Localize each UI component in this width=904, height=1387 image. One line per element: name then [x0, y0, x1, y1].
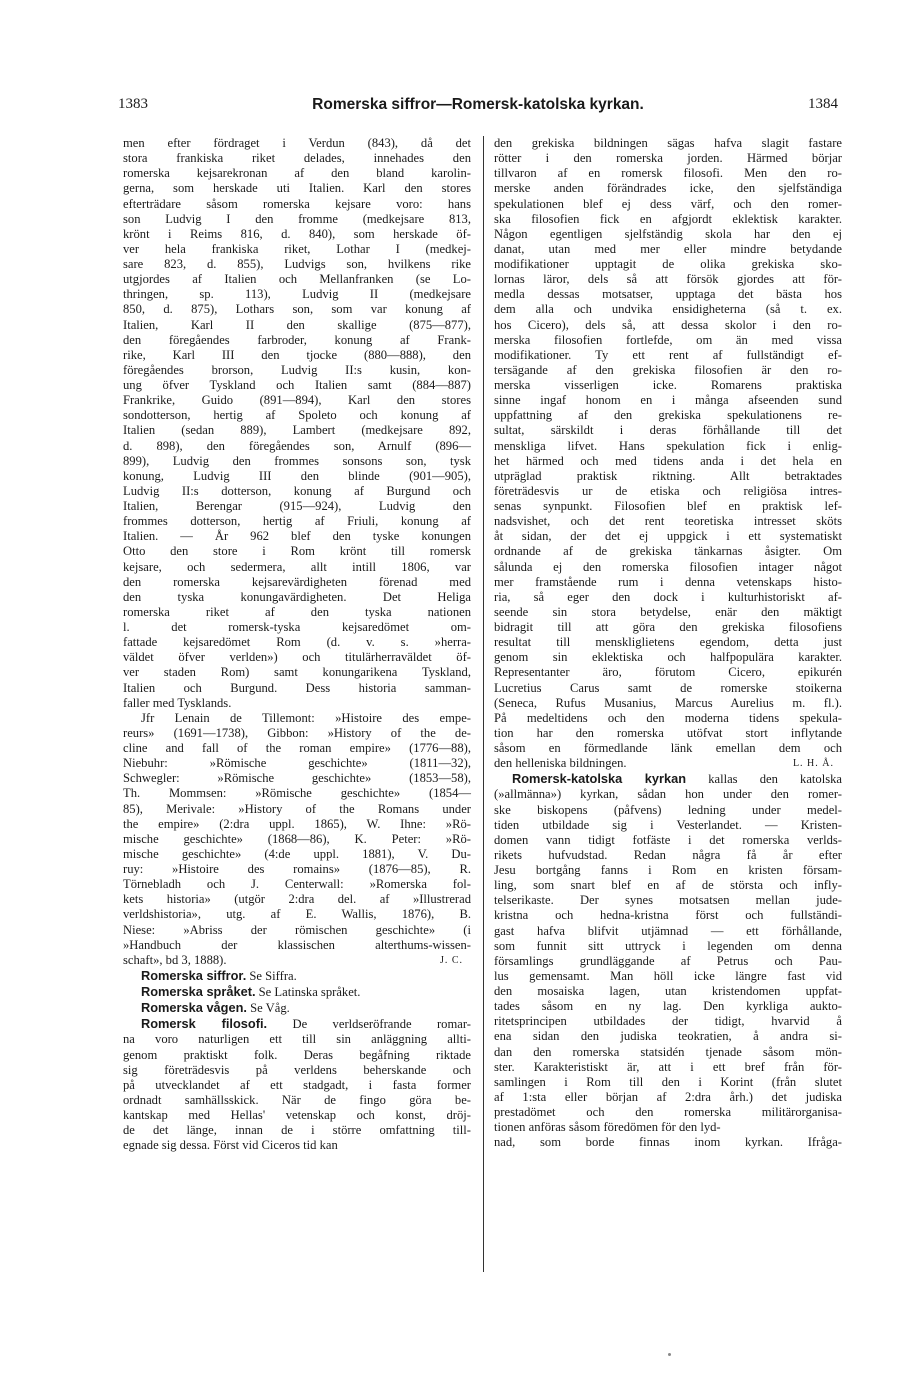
text-line — [494, 771, 842, 787]
line-text: samlingen i Rom till den i Korint (från slutet — [494, 1074, 842, 1089]
text-line — [494, 423, 842, 438]
line-text: ritetsprincipen utbildades der tidigt, hvarvid å — [494, 1014, 842, 1029]
line-text: thringen, sp. 113), Ludvig II (medkejsare — [123, 287, 471, 302]
text-line — [494, 393, 842, 408]
text-line — [123, 242, 471, 257]
line-text: mer framstående rum i denna vetenskaps histo- — [494, 574, 842, 589]
text-line — [123, 817, 471, 832]
text-line — [494, 302, 842, 317]
text-line — [123, 907, 471, 922]
text-line — [123, 212, 471, 227]
line-text: På medeltidens och den moderna tidens spekula- — [494, 710, 842, 725]
line-text: väldet öfver verlden») och titulärherraväldet öf- — [123, 650, 471, 665]
line-text: modifikationer. Ty ett rent af fullständigt ef- — [494, 347, 842, 362]
page-header — [118, 96, 838, 118]
line-text: gast hafva blifvit utjämnad — ett förhållande, — [494, 923, 842, 938]
line-text: merska filosofien fortlefde, om än med vissa — [494, 332, 842, 347]
text-line — [123, 1000, 471, 1016]
line-text: Italien, Berengar (915—924), Ludvig den — [123, 499, 471, 513]
text-line — [494, 711, 842, 726]
text-line — [123, 650, 471, 665]
text-line — [123, 393, 471, 408]
text-line — [123, 1108, 471, 1123]
text-line — [494, 650, 842, 665]
line-text: dem alla och undvika ensidigheterna (så t. ex. — [494, 302, 842, 317]
line-text: ska filosofien fick en afgjordt eklektisk karakter. — [494, 211, 842, 226]
line-text: Frankrike, Guido (891—894), Karl den stores — [123, 393, 471, 408]
line-text: Italien, Karl II den skallige (875—877), — [123, 317, 471, 332]
line-text: församlings grundläggande af Petrus och Pau- — [494, 953, 842, 968]
line-text: reurs» (1691—1738), Gibbon: »History of the de- — [123, 725, 471, 740]
text-line — [494, 514, 842, 529]
text-line — [123, 665, 471, 680]
line-text: fattade kejsaredömet Rom (d. v. s. »herra- — [123, 635, 471, 650]
text-line — [494, 318, 842, 333]
line-text: (»allmänna») kyrkan, sådan hon under den romer- — [494, 787, 842, 802]
text-line — [494, 439, 842, 454]
headword: Romersk-katolska kyrkan — [512, 771, 687, 787]
line-text: ruy: »Histoire des romains» (1876—85), R. — [123, 862, 471, 876]
line-text: den grekiska bildningen sägas hafva slagit fastare — [494, 136, 842, 150]
line-text: efterträdare såsom romerska kejsare voro: hans — [123, 196, 471, 211]
line-text: Se Våg. — [246, 1001, 290, 1016]
text-line — [123, 408, 471, 423]
text-line — [494, 939, 842, 954]
text-line — [123, 499, 471, 514]
text-line — [123, 741, 471, 756]
line-text: 850, d. 875), Lothars son, som var konung af — [123, 302, 471, 317]
text-line — [494, 605, 842, 620]
author-signature: J. C. — [439, 954, 463, 966]
line-text: merska visserligen icke. Romarens praktiska — [494, 378, 842, 392]
line-text: tiden utbildade sig i Vesterlandet. — Kristen- — [494, 817, 842, 832]
line-text: 85), Merivale: »History of the Romans under — [123, 801, 471, 816]
line-text: Italien. — År 962 blef den tyske konungen — [123, 529, 471, 544]
right-column — [494, 136, 842, 1150]
text-line — [123, 560, 471, 575]
text-line — [494, 1135, 842, 1150]
line-text: romerska kejsarekronan af den bland karolin- — [123, 166, 471, 181]
text-line — [494, 635, 842, 650]
text-line — [123, 832, 471, 847]
text-line — [494, 454, 842, 469]
line-text: ria, så eger den dock i kulturhistoriskt af- — [494, 589, 842, 604]
text-line — [494, 893, 842, 908]
text-line — [494, 954, 842, 969]
line-text: sare 823, d. 855), Ludvigs son, hvilkens rike — [123, 257, 471, 271]
text-line — [494, 1029, 842, 1044]
text-line — [494, 242, 842, 257]
headword: Romerska språket. — [141, 984, 256, 999]
text-line — [123, 302, 471, 317]
text-line — [123, 786, 471, 801]
text-line — [123, 151, 471, 166]
text-line — [123, 197, 471, 212]
line-text: l. det romersk-tyska kejsaredömet om- — [123, 620, 471, 634]
text-line — [123, 227, 471, 242]
text-line — [123, 1093, 471, 1108]
text-line — [123, 318, 471, 333]
text-line — [494, 469, 842, 484]
text-line — [494, 151, 842, 166]
line-text: rike, Karl III den tjocke (880—888), den — [123, 347, 471, 362]
line-text: kejsare, och sedermera, allt intill 1806, var — [123, 559, 471, 574]
line-text: ung öfver Tyskland och Italien samt (884—887) — [123, 378, 471, 392]
text-line — [494, 378, 842, 393]
text-line — [123, 862, 471, 877]
text-line — [494, 848, 842, 863]
text-line — [494, 787, 842, 802]
line-text: sultat, särskildt i deras förhållande till det — [494, 423, 842, 438]
line-text: ver staden Rom) samt konungarikena Tyskland, — [123, 665, 471, 680]
text-line — [494, 696, 842, 711]
text-line — [123, 1016, 471, 1032]
text-line — [494, 1075, 842, 1090]
text-line — [494, 741, 842, 756]
text-line — [494, 878, 842, 893]
text-line — [123, 333, 471, 348]
line-text: kets historia» (utgör 2:dra del. af »Illustrerad — [123, 892, 471, 907]
line-text: telserikaste. Der synes motsatsen mellan jude- — [494, 893, 842, 908]
line-text: Niese: »Abriss der römischen geschichte» (i — [123, 922, 471, 937]
text-line — [123, 287, 471, 302]
text-line — [494, 999, 842, 1014]
page-number-right: 1384 — [808, 96, 838, 112]
line-text: Jesu bortgång fanns i Rom en kristen försam- — [494, 863, 842, 877]
text-line — [123, 348, 471, 363]
text-line — [494, 499, 842, 514]
line-text: ske biskopens (påfvens) ledning under medel- — [494, 802, 842, 817]
text-line — [123, 378, 471, 393]
text-line — [494, 756, 842, 771]
line-text: hos Cicero), dels så, att dessa skolor i den ro- — [494, 317, 842, 332]
line-text: lornas läror, dels så att försök gjordes att för- — [494, 272, 842, 287]
text-line — [123, 1123, 471, 1138]
line-text: ena sidan den judiska teokratien, å andra si- — [494, 1029, 842, 1044]
text-line — [123, 923, 471, 938]
text-line — [494, 408, 842, 423]
line-text: romerska riket af den tyska nationen — [123, 604, 471, 619]
line-text: Någon egentligen sjelfständig skola har den ej — [494, 226, 842, 241]
line-text: Jfr Lenain de Tillemont: »Histoire des empe- — [141, 710, 471, 725]
text-line — [123, 1063, 471, 1078]
line-text: merske anden förändrades icke, den sjelfständiga — [494, 181, 842, 196]
line-text: faller med Tysklands. — [123, 695, 232, 710]
line-text: egnade sig dessa. Först vid Ciceros tid kan — [123, 1138, 338, 1153]
text-line — [123, 1048, 471, 1063]
author-signature: L. H. Å. — [792, 758, 834, 770]
line-text: Niebuhr: »Römische geschichte» (1811—32), — [123, 756, 471, 771]
text-line — [494, 969, 842, 984]
text-line — [123, 544, 471, 559]
line-text: den mosaiska lagen, utan kristendomen uppfat- — [494, 984, 842, 998]
line-text: d. 898), den föregåendes son, Arnulf (896— — [123, 438, 471, 453]
text-line — [123, 469, 471, 484]
text-line — [494, 863, 842, 878]
text-line — [123, 1138, 471, 1153]
line-text: Se Siffra. — [246, 968, 297, 983]
line-text: som funnit sitt uttryck i legenden om denna — [494, 938, 842, 953]
text-line — [123, 590, 471, 605]
text-line — [494, 166, 842, 181]
text-line — [494, 908, 842, 923]
line-text: het härmed och med tidens anda i det hela en — [494, 453, 842, 468]
column-rule — [483, 136, 484, 1272]
line-text: (Seneca, Rufus Musanius, Marcus Aurelius m. fl.). — [494, 695, 842, 710]
text-line — [494, 348, 842, 363]
line-text: frommes dotterson, hertig af Friuli, konung af — [123, 514, 471, 529]
text-line — [123, 454, 471, 469]
text-line — [123, 605, 471, 620]
line-text: sig företrädesvis på verldens beherskande och — [123, 1062, 471, 1077]
line-text: men efter fördraget i Verdun (843), då det — [123, 136, 471, 150]
text-line — [494, 287, 842, 302]
line-text: tades såsom en ny lag. Den kyrkliga aukto- — [494, 999, 842, 1014]
text-line — [123, 681, 471, 696]
line-text: Italien och Burgund. Dess historia samman- — [123, 680, 471, 695]
line-text: den föregåendes farbroder, konung af Frank- — [123, 332, 471, 347]
text-line — [494, 257, 842, 272]
line-text: tillvaron af en romersk filosofi. Men den ro- — [494, 166, 842, 181]
text-line — [494, 620, 842, 635]
text-line — [123, 953, 471, 968]
line-text: den helleniska bildningen. — [494, 756, 627, 771]
line-text: af 1:sta eller början af 2:dra årh.) det judiska — [494, 1089, 842, 1104]
text-line — [123, 363, 471, 378]
headword: Romerska siffror. — [141, 967, 247, 983]
line-text: tersägande af den grekiska filosofien är den ro- — [494, 362, 842, 377]
text-line — [123, 938, 471, 953]
line-text: krönt i Reims 816, d. 840), som herskade öf- — [123, 226, 471, 241]
headword: Romersk filosofi. — [141, 1016, 268, 1032]
line-text: Törnebladh och J. Centerwall: »Romerska fol- — [123, 877, 471, 892]
line-text: 899), Ludvig den frommes sonsons son, tysk — [123, 453, 471, 468]
text-line — [494, 529, 842, 544]
line-text: Lucretius Carus samt de romerske stoikerna — [494, 680, 842, 695]
text-line — [494, 1045, 842, 1060]
line-text: den romerska kejsarevärdigheten förenad med — [123, 574, 471, 589]
text-line — [494, 227, 842, 242]
line-text: prestadömet och den romerska militärorganisa- — [494, 1105, 842, 1119]
line-text: Schwegler: »Römische geschichte» (1853—58), — [123, 771, 471, 786]
line-text: Otto den store i Rom krönt till romersk — [123, 544, 471, 559]
line-text: ling, som snart blef en af de största och infly- — [494, 878, 842, 893]
text-line — [494, 560, 842, 575]
line-text: genom praktiskt folk. Deras begåfning riktade — [123, 1047, 471, 1062]
text-line — [494, 1120, 842, 1135]
text-line — [494, 833, 842, 848]
line-text: cline and fall of the roman empire» (1776—88), — [123, 741, 471, 755]
line-text: de det länge, innan de i större omfattning till- — [123, 1123, 471, 1138]
line-text: domen vann tidigt fotfäste i det romerska verlds- — [494, 832, 842, 847]
line-text: utpräglad praktisk riktning. Allt betraktades — [494, 468, 842, 483]
line-text: spekulationen blef ej dess värf, och den romer- — [494, 196, 842, 211]
line-text: utgjordes af Italien och Mellanfranken (se Lo- — [123, 272, 471, 287]
text-line — [494, 136, 842, 151]
text-line — [123, 484, 471, 499]
text-line — [494, 726, 842, 741]
line-text: genom sin eklektiska och halfpopulära karakter. — [494, 650, 842, 665]
headword: Romerska vågen. — [141, 1000, 247, 1016]
running-title: Romerska siffror—Romersk-katolska kyrkan. — [312, 96, 644, 113]
line-text: sondotterson, hertig af Spoleto och konung af — [123, 408, 471, 423]
line-text: mische geschichte» (1868—86), K. Peter: »Rö- — [123, 831, 471, 846]
line-text: föregåendes brorson, Ludvig II:s kusin, kon- — [123, 362, 471, 377]
line-text: tion har den romerska utöfvat stort inflytande — [494, 725, 842, 740]
text-line — [123, 575, 471, 590]
text-line — [494, 1090, 842, 1105]
line-text: kallas den katolska — [686, 772, 842, 787]
line-text: rötter i den romerska jorden. Härmed börjar — [494, 151, 842, 166]
text-line — [494, 590, 842, 605]
text-line — [123, 802, 471, 817]
line-text: De verldseröfrande romar- — [267, 1017, 471, 1032]
text-line — [494, 924, 842, 939]
text-line — [123, 1032, 471, 1047]
text-line — [123, 635, 471, 650]
text-line — [494, 803, 842, 818]
ink-speck — [668, 1353, 671, 1356]
line-text: the empire» (2:dra uppl. 1865), W. Ihne: »Rö- — [123, 816, 471, 831]
line-text: mische geschichte» (4:de uppl. 1881), V. Du- — [123, 846, 471, 861]
text-line — [123, 877, 471, 892]
text-line — [123, 756, 471, 771]
text-line — [494, 1105, 842, 1120]
line-text: seende sin stora betydelse, enär den mäktigt — [494, 604, 842, 619]
text-line — [123, 696, 471, 711]
line-text: gerna, som herskade uti Italien. Karl den stores — [123, 181, 471, 196]
text-line — [494, 681, 842, 696]
line-text: Ludvig II:s dotterson, konung af Burgund och — [123, 483, 471, 498]
line-text: na voro naturligen ett till sin anläggning allti- — [123, 1032, 471, 1047]
line-text: nadsvishet, och det rent teoretiska intresset sköts — [494, 514, 842, 529]
line-text: tionen anföras såsom föredömen för den lyd- — [494, 1120, 721, 1135]
line-text: ster. Karakteristiskt är, att i ett bref från för- — [494, 1059, 842, 1074]
line-text: sinne ingaf honom en i många afseenden sund — [494, 393, 842, 408]
line-text: senas synpunkt. Filosofien blef en praktisk lef- — [494, 499, 842, 513]
text-line — [494, 197, 842, 212]
line-text: konung, Ludvig III den blinde (901—905), — [123, 468, 471, 483]
line-text: företrädesvis ur de etiska och religiösa intres- — [494, 483, 842, 498]
line-text: medla dessas motsatser, upptaga det bästa hos — [494, 287, 842, 302]
line-text: verldshistoria», utg. af E. Wallis, 1876), B. — [123, 907, 471, 922]
text-line — [123, 968, 471, 984]
text-line — [494, 984, 842, 999]
text-line — [123, 771, 471, 786]
text-line — [123, 847, 471, 862]
text-line — [123, 892, 471, 907]
text-line — [123, 726, 471, 741]
text-line — [123, 984, 471, 1000]
text-line — [123, 257, 471, 272]
line-text: son Ludvig I den fromme (medkejsare 813, — [123, 211, 471, 226]
text-line — [494, 544, 842, 559]
text-line — [123, 529, 471, 544]
line-text: åt sidan, der det ej uppgick i ett systematiskt — [494, 529, 842, 544]
line-text: dan den romerska statsidén tjenade såsom mön- — [494, 1044, 842, 1059]
line-text: Representanter äro, förutom Cicero, epikurén — [494, 665, 842, 680]
text-line — [494, 575, 842, 590]
line-text: ordnadt samhällsskick. När de fingo göra be- — [123, 1092, 471, 1107]
line-text: uppfattning af den grekiska spekulationens re- — [494, 408, 842, 423]
text-line — [123, 181, 471, 196]
text-line — [123, 166, 471, 181]
line-text: bidragit till att göra den grekiska filosofiens — [494, 620, 842, 634]
text-line — [123, 620, 471, 635]
line-text: Italien (sedan 889), Lambert (medkejsare 892, — [123, 423, 471, 438]
text-line — [123, 439, 471, 454]
text-line — [123, 514, 471, 529]
text-line — [494, 363, 842, 378]
line-text: kantskap med Hellas' vetenskap och konst, dröj- — [123, 1108, 471, 1122]
text-line — [494, 818, 842, 833]
line-text: menskliga lifvet. Hans spekulation fick i enlig- — [494, 438, 842, 453]
line-text: rikets hufvudstad. Redan några få år efter — [494, 847, 842, 862]
text-line — [123, 423, 471, 438]
line-text: den tyska konungavärdigheten. Det Heliga — [123, 589, 471, 604]
line-text: Th. Mommsen: »Römische geschichte» (1854— — [123, 786, 471, 801]
line-text: kristna och hedna-kristna först och fullständi- — [494, 908, 842, 923]
text-line — [123, 136, 471, 151]
line-text: modifikationer upptagit de olika grekiska sko- — [494, 257, 842, 271]
text-line — [494, 665, 842, 680]
line-text: ordnande af de grekiska tänkarnas åsigter. Om — [494, 544, 842, 559]
page-number-left: 1383 — [118, 96, 148, 112]
line-text: sålunda ej den romerska filosofien intager något — [494, 559, 842, 574]
line-text: schaft», bd 3, 1888). — [123, 952, 227, 967]
left-column — [123, 136, 471, 1153]
line-text: nad, som borde finnas inom kyrkan. Ifråga- — [494, 1135, 842, 1150]
text-line — [494, 181, 842, 196]
text-line — [494, 212, 842, 227]
text-line — [494, 1014, 842, 1029]
text-line — [123, 711, 471, 726]
text-line — [494, 484, 842, 499]
line-text: »Handbuch der klassischen alterthums-wissen- — [123, 937, 471, 952]
text-line — [123, 1078, 471, 1093]
line-text: ver hela frankiska riket, Lothar I (medkej- — [123, 241, 471, 256]
line-text: lus gemensamt. Man höll icke längre fast vid — [494, 968, 842, 983]
line-text: danat, utan med mer eller mindre betydande — [494, 241, 842, 256]
line-text: på utvecklandet af ett stadgadt, i fasta former — [123, 1077, 471, 1092]
line-text: såsom en förmedlande länk emellan dem och — [494, 741, 842, 755]
text-line — [494, 272, 842, 287]
line-text: Se Latinska språket. — [255, 985, 361, 999]
line-text: stora frankiska riket delades, innehades den — [123, 151, 471, 166]
text-line — [494, 333, 842, 348]
text-line — [494, 1060, 842, 1075]
text-line — [123, 272, 471, 287]
line-text: resultat till menskliglietens egendom, detta just — [494, 635, 842, 650]
